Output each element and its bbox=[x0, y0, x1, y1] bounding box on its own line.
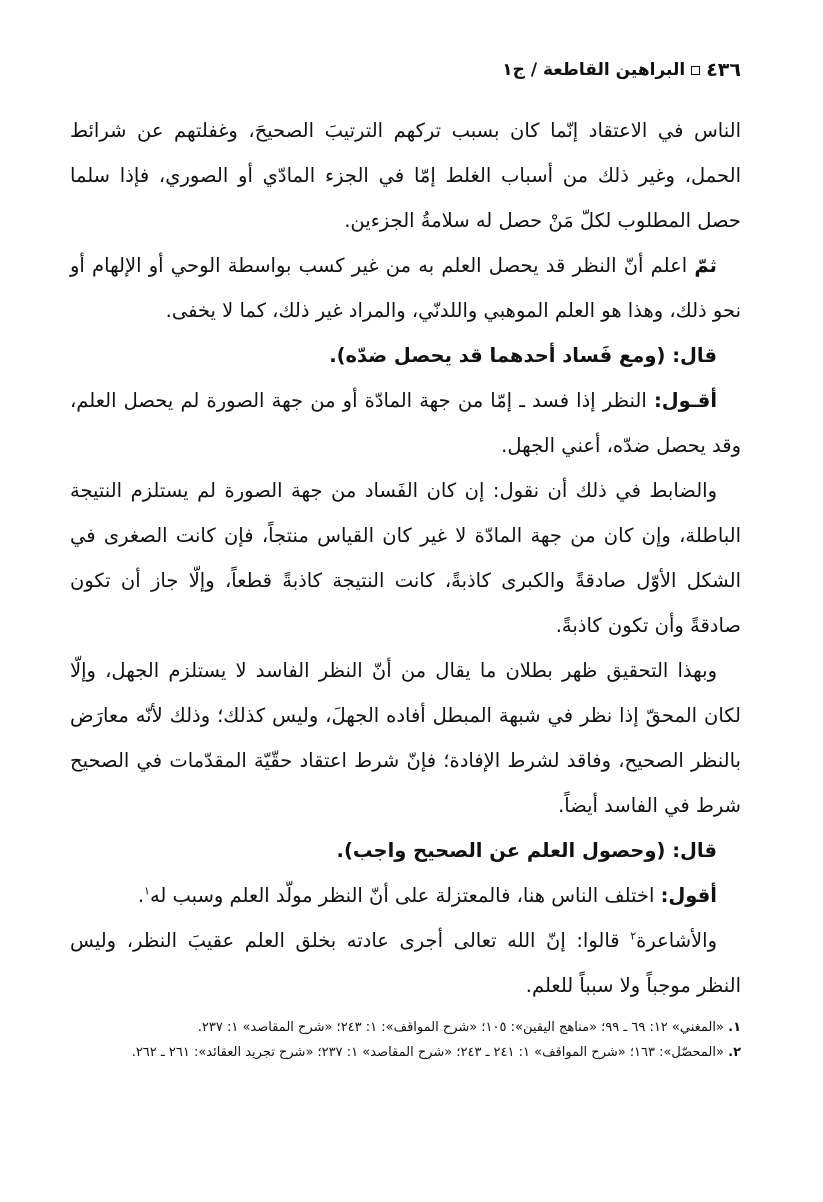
body-text bbox=[70, 108, 741, 1008]
paragraph-lead: قال: bbox=[672, 344, 717, 367]
paragraph-lead: أقـول: bbox=[653, 389, 717, 412]
paragraph-tail: قالوا: إنّ الله تعالى أجرى عادته بخلق العلم عقيبَ النظر، وليس النظر موجباً ولا سبباً للعلم. bbox=[70, 929, 741, 997]
paragraph-lead: ثمّ bbox=[694, 254, 717, 277]
paragraph bbox=[70, 468, 741, 648]
paragraph-tail: . bbox=[137, 884, 145, 907]
footnote-text: «المغني» ١٢: ٦٩ ـ ٩٩؛ «مناهج اليقين»: ١٠٥؛ «شرح المواقف»: ١: ٢٤٣؛ «شرح المقاصد» ١: ٢٣٧. bbox=[197, 1020, 724, 1035]
paragraph-lead: أقول: bbox=[660, 884, 717, 907]
paragraph-text: وبهذا التحقيق ظهر بطلان ما يقال من أنّ النظر الفاسد لا يستلزم الجهل، وإلّا لكان المحقّ إذا نظر في شبهة المبطل أفاده الجهلَ، وليس كذلك؛ وذلك لأنّه معارَض بالنظر الصحيح، وفاقد لشرط الإفادة؛ فإنّ شرط اعتقاد حقّيّة المقدّمات في الصحيح شرط في الفاسد أيضاً. bbox=[70, 659, 741, 817]
footnote-number: ٢. bbox=[728, 1045, 741, 1060]
paragraph bbox=[70, 378, 741, 468]
matn-quote bbox=[70, 333, 741, 378]
paragraph-text: والضابط في ذلك أن نقول: إن كان الفَساد من جهة الصورة لم يستلزم النتيجة الباطلة، وإن كان من جهة المادّة لا غير كان القياس منتجاً، فإن كانت الصغرى في الشكل الأوّل صادقةً والكبرى كاذبةً، كانت النتيجة كاذبةً قطعاً، وإلّا جاز أن تكون صادقةً وأن تكون كاذبةً. bbox=[70, 479, 741, 637]
paragraph-lead: قال: bbox=[672, 839, 717, 862]
paragraph bbox=[70, 648, 741, 828]
matn-quote bbox=[70, 828, 741, 873]
footnote-text: «المحصّل»: ١٦٣؛ «شرح المواقف» ١: ٢٤١ ـ ٢٤٣؛ «شرح المقاصد» ١: ٢٣٧؛ «شرح تجريد العقائد»: ٢٦١ ـ ٢٦٢. bbox=[131, 1045, 724, 1060]
paragraph bbox=[70, 873, 741, 918]
paragraph-text: اعلم أنّ النظر قد يحصل العلم به من غير كسب بواسطة الوحي أو الإلهام أو نحو ذلك، وهذا هو العلم الموهبي واللدنّي، والمراد غير ذلك، كما لا يخفى. bbox=[70, 254, 741, 322]
paragraph-text: النظر إذا فسد ـ إمّا من جهة المادّة أو من جهة الصورة لم يحصل العلم، وقد يحصل ضدّه، أعني الجهل. bbox=[70, 389, 741, 457]
paragraph-text: والأشاعرة bbox=[636, 929, 717, 952]
paragraph-text: (وحصول العلم عن الصحيح واجب). bbox=[336, 839, 673, 862]
paragraph-text: (ومع فَساد أحدهما قد يحصل ضدّه). bbox=[329, 344, 673, 367]
footnote bbox=[70, 1015, 741, 1040]
running-title: البراهين القاطعة / ج١ bbox=[502, 60, 686, 80]
footnote-number: ١. bbox=[728, 1020, 741, 1035]
paragraph bbox=[70, 243, 741, 333]
paragraph bbox=[70, 918, 741, 1008]
page-number: ٤٣٦ bbox=[706, 59, 741, 81]
running-head bbox=[70, 50, 741, 90]
separator-box-icon bbox=[691, 66, 700, 75]
paragraph-text: الناس في الاعتقاد إنّما كان بسبب تركهم الترتيبَ الصحيحَ، وغفلتهم عن شرائط الحمل، وغير ذلك من أسباب الغلط إمّا في الجزء المادّي أو الصوري، فإذا سلما حصل المطلوب لكلّ مَنْ حصل له سلامةُ الجزءين. bbox=[70, 119, 741, 232]
footnotes bbox=[70, 1015, 741, 1065]
footnote-ref[interactable]: ١ bbox=[144, 884, 150, 898]
footnote bbox=[70, 1040, 741, 1065]
footnote-ref[interactable]: ٢ bbox=[630, 929, 637, 943]
paragraph bbox=[70, 108, 741, 243]
paragraph-text: اختلف الناس هنا، فالمعتزلة على أنّ النظر مولّد العلم وسبب له bbox=[149, 884, 661, 907]
